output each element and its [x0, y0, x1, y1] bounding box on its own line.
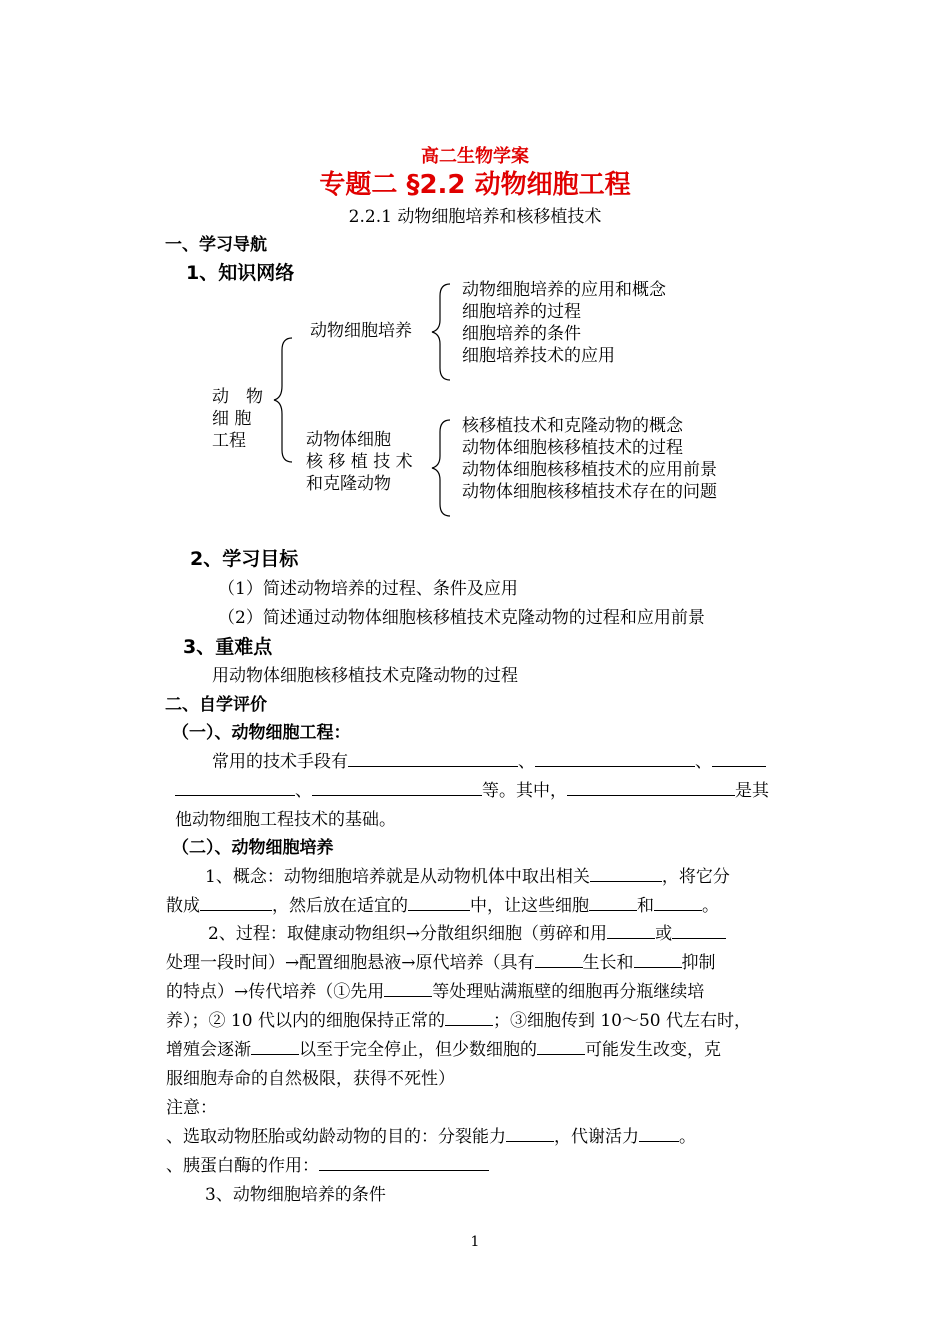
text: 抑制 [681, 953, 716, 973]
conditions-line: 3、动物细胞培养的条件 [205, 1185, 386, 1205]
branch1-item: 细胞培养的过程 [462, 302, 581, 322]
text: 或 [655, 924, 673, 944]
goal-item: （2）简述通过动物体细胞核移植技术克隆动物的过程和应用前景 [218, 608, 705, 628]
text: 可能发生改变，克 [585, 1040, 721, 1060]
part1-heading: （一）、动物细胞工程： [172, 723, 351, 743]
branch2-item: 动物体细胞核移植技术的应用前景 [462, 460, 717, 480]
goal-item: （1）简述动物培养的过程、条件及应用 [218, 579, 518, 599]
key-text: 用动物体细胞核移植技术克隆动物的过程 [212, 666, 518, 686]
blank[interactable] [348, 750, 518, 767]
blank[interactable] [251, 1038, 299, 1055]
tree-root-line: 细 胞 [212, 409, 252, 429]
text: 等。其中， [482, 781, 567, 801]
branch1-item: 细胞培养的条件 [462, 324, 581, 344]
key-heading: 3、重难点 [183, 636, 273, 658]
text: 等处理贴满瓶壁的细胞再分瓶继续培 [432, 982, 705, 1002]
process-line3 [166, 977, 704, 1002]
process-line2 [166, 948, 716, 973]
text: ，将它分 [661, 867, 730, 887]
blank[interactable] [567, 779, 735, 796]
blank[interactable] [535, 750, 695, 767]
part1-line3: 他动物细胞工程技术的基础。 [175, 810, 396, 830]
blank[interactable] [312, 779, 482, 796]
text: ，然后放在适宜的 [272, 896, 408, 916]
branch2-label [306, 429, 413, 495]
text: 以至于完全停止，但少数细胞的 [299, 1040, 537, 1060]
text: 、 [695, 752, 712, 772]
blank[interactable] [590, 865, 662, 882]
blank[interactable] [589, 894, 637, 911]
concept-line2 [166, 891, 719, 916]
process-line5 [166, 1035, 721, 1060]
blank[interactable] [537, 1038, 585, 1055]
note-line2 [166, 1151, 489, 1176]
process-line4 [166, 1006, 751, 1031]
text: 常用的技术手段有 [212, 752, 348, 772]
tree-root-line: 动 物 [212, 387, 263, 407]
page-number: 1 [470, 1234, 480, 1250]
text: 生长和 [582, 953, 634, 973]
part1-line1 [212, 747, 766, 772]
branch1-brace [432, 284, 450, 380]
root-brace [274, 338, 292, 462]
blank[interactable] [175, 779, 295, 796]
branch2-item: 动物体细胞核移植技术存在的问题 [462, 482, 717, 502]
text: 的特点）→传代培养（①先用 [166, 982, 385, 1002]
text: 、胰蛋白酶的作用： [166, 1156, 319, 1176]
part1-line2 [175, 776, 769, 801]
blank[interactable] [445, 1009, 493, 1026]
blank[interactable] [408, 894, 470, 911]
goals-heading: 2、学习目标 [190, 548, 299, 570]
text: 中，让这些细胞 [470, 896, 589, 916]
text: 、 [518, 752, 535, 772]
text: 增殖会逐渐 [166, 1040, 251, 1060]
text: 。 [702, 896, 719, 916]
branch2-label-line: 动物体细胞 [306, 430, 391, 450]
blank[interactable] [200, 894, 272, 911]
blank[interactable] [654, 894, 702, 911]
text: 、选取动物胚胎或幼龄动物的目的：分裂能力 [166, 1127, 506, 1147]
text: 散成 [166, 896, 200, 916]
process-line6: 服细胞寿命的自然极限，获得不死性） [166, 1069, 455, 1089]
blank[interactable] [672, 922, 726, 939]
text: 是其 [735, 781, 769, 801]
page-title: 专题二 §2.2 动物细胞工程 [319, 170, 631, 200]
text: 处理一段时间）→配置细胞悬液→原代培养（具有 [166, 953, 535, 973]
blank[interactable] [712, 750, 766, 767]
blank[interactable] [506, 1125, 554, 1142]
branch2-brace [432, 420, 450, 516]
process-line1 [208, 919, 726, 944]
branch2-label-line: 和克隆动物 [306, 474, 391, 494]
tree-root-line: 工程 [212, 431, 246, 451]
text: ，代谢活力 [554, 1127, 639, 1147]
note-label: 注意： [166, 1098, 217, 1118]
text: 。 [679, 1127, 696, 1147]
blank[interactable] [634, 951, 682, 968]
blank[interactable] [319, 1154, 489, 1171]
text: 1、概念：动物细胞培养就是从动物机体中取出相关 [205, 867, 590, 887]
page-subtitle: 2.2.1 动物细胞培养和核移植技术 [348, 207, 602, 227]
text: 和 [637, 896, 654, 916]
blank[interactable] [639, 1125, 679, 1142]
section1-heading: 一、学习导航 [165, 235, 267, 255]
note-line1 [166, 1122, 696, 1147]
blank[interactable] [535, 951, 583, 968]
branch1-item: 细胞培养技术的应用 [462, 346, 615, 366]
branch2-label-line: 核 移 植 技 术 [306, 452, 413, 472]
branch2-items [462, 415, 717, 503]
text: 、 [295, 781, 312, 801]
subject-title: 高二生物学案 [421, 146, 529, 167]
text: 2、过程：取健康动物组织→分散组织细胞（剪碎和用 [208, 924, 608, 944]
branch1-label: 动物细胞培养 [310, 321, 412, 341]
branch2-item: 核移植技术和克隆动物的概念 [462, 416, 683, 436]
text: ；③细胞传到 10～50 代左右时， [492, 1011, 752, 1031]
concept-line1 [205, 862, 730, 887]
branch1-item: 动物细胞培养的应用和概念 [462, 280, 666, 300]
section2-heading: 二、自学评价 [165, 695, 267, 715]
blank[interactable] [384, 980, 432, 997]
part2-heading: （二）、动物细胞培养 [172, 838, 334, 858]
blank[interactable] [607, 922, 655, 939]
branch1-items [462, 279, 666, 367]
text: 养）；② 10 代以内的细胞保持正常的 [166, 1011, 445, 1031]
tree-root [212, 386, 263, 452]
branch2-item: 动物体细胞核移植技术的过程 [462, 438, 683, 458]
knowledge-heading: 1、知识网络 [186, 262, 295, 284]
